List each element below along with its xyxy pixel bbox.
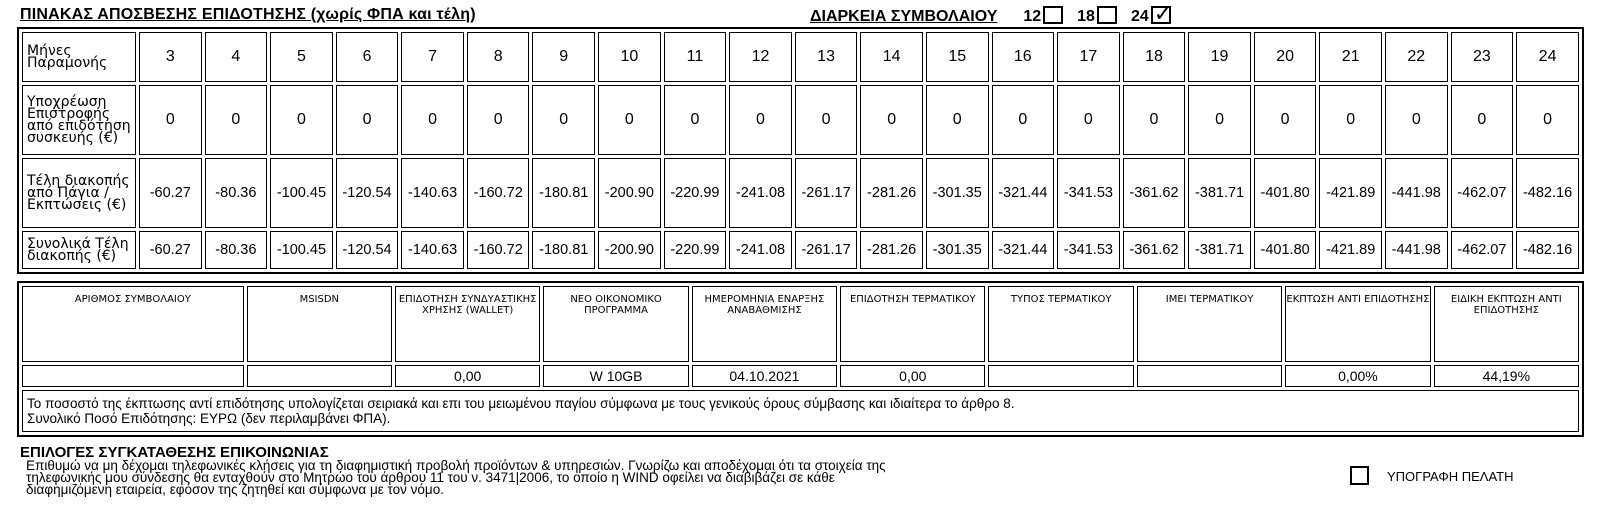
consent-title: ΕΠΙΛΟΓΕΣ ΣΥΓΚΑΤΑΘΕΣΗΣ ΕΠΙΚΟΙΝΩΝΙΑΣ (20, 444, 329, 461)
table-cell: -220.99 (664, 231, 727, 269)
table-cell: -261.17 (795, 231, 858, 269)
duration-checkbox-12[interactable] (1043, 6, 1063, 24)
table-cell: 0 (401, 85, 464, 155)
customer-signature[interactable] (1350, 466, 1513, 487)
duration-checkbox-24[interactable] (1151, 6, 1171, 24)
table-cell: -100.45 (270, 231, 333, 269)
table-cell: 0 (467, 85, 530, 155)
table-cell: -281.26 (860, 231, 923, 269)
table-cell: 12 (729, 32, 792, 82)
duration-option-18[interactable] (1077, 6, 1125, 26)
table-cell: -401.80 (1254, 231, 1317, 269)
page-title: ΠΙΝΑΚΑΣ ΑΠΟΣΒΕΣΗΣ ΕΠΙΔΟΤΗΣΗΣ (χωρίς ΦΠΑ και τέλη) (20, 6, 476, 23)
table-cell: -341.53 (1057, 158, 1120, 228)
termination-fees-row (22, 158, 1579, 228)
table-cell: -120.54 (336, 231, 399, 269)
column-header: ΕΠΙΔΟΤΗΣΗ ΣΥΝΔΥΑΣΤΙΚΗΣ ΧΡΗΣΗΣ (WALLET) (395, 286, 540, 362)
table-cell: -421.89 (1319, 231, 1382, 269)
contract-value-cell: 0,00% (1285, 365, 1430, 387)
table-cell: -381.71 (1188, 158, 1251, 228)
table-cell: -261.17 (795, 158, 858, 228)
contract-value-cell (22, 365, 244, 387)
table-cell: -441.98 (1385, 158, 1448, 228)
column-header: MSISDN (247, 286, 392, 362)
signature-checkbox[interactable] (1350, 466, 1369, 485)
table-cell: -120.54 (336, 158, 399, 228)
table-cell: 0 (1516, 85, 1579, 155)
table-cell: -140.63 (401, 158, 464, 228)
duration-option-24[interactable] (1131, 6, 1179, 26)
table-cell: 0 (205, 85, 268, 155)
table-cell: -200.90 (598, 231, 661, 269)
table-cell: -160.72 (467, 231, 530, 269)
table-cell: 21 (1319, 32, 1382, 82)
table-cell: -200.90 (598, 158, 661, 228)
contract-details-table (17, 281, 1584, 437)
table-cell: 7 (401, 32, 464, 82)
duration-option-label: 24 (1130, 8, 1149, 25)
table-cell: -180.81 (532, 231, 595, 269)
table-cell: 14 (860, 32, 923, 82)
total-fees-row (22, 231, 1579, 269)
table-cell: 23 (1451, 32, 1514, 82)
table-cell: 10 (598, 32, 661, 82)
table-cell: -220.99 (664, 158, 727, 228)
table-cell: 0 (598, 85, 661, 155)
table-cell: 0 (270, 85, 333, 155)
table-cell: 4 (205, 32, 268, 82)
table-cell: 8 (467, 32, 530, 82)
table-cell: -401.80 (1254, 158, 1317, 228)
column-header: ΑΡΙΘΜΟΣ ΣΥΜΒΟΛΑΙΟΥ (22, 286, 244, 362)
row-header: Υποχρέωση Επιστροφής από επιδότηση συσκευής (€) (22, 85, 136, 155)
signature-label: ΥΠΟΓΡΑΦΗ ΠΕΛΑΤΗ (1387, 469, 1514, 484)
table-cell: 0 (1451, 85, 1514, 155)
months-row (22, 32, 1579, 82)
table-cell: 0 (1057, 85, 1120, 155)
table-cell: -140.63 (401, 231, 464, 269)
contract-value-cell: 0,00 (395, 365, 540, 387)
table-cell: 20 (1254, 32, 1317, 82)
duration-label: ΔΙΑΡΚΕΙΑ ΣΥΜΒΟΛΑΙΟΥ (810, 8, 998, 25)
column-header: ΕΠΙΔΟΤΗΣΗ ΤΕΡΜΑΤΙΚΟΥ (840, 286, 985, 362)
table-cell: -241.08 (729, 158, 792, 228)
row-header: Μήνες Παραμονής (22, 32, 136, 82)
table-cell: -80.36 (205, 231, 268, 269)
contract-value-cell: 0,00 (840, 365, 985, 387)
table-cell: -462.07 (1451, 231, 1514, 269)
table-cell: 0 (1385, 85, 1448, 155)
table-cell: 11 (664, 32, 727, 82)
table-cell: -80.36 (205, 158, 268, 228)
consent-text-line-1: Επιθυμώ να μη δέχομαι τηλεφωνικές κλήσεις για τη διαφημιστική προβολή προϊόντων & υπηρεσιών. Γνωρίζω και αποδέχομαι ότι τα στοιχεία της (26, 458, 886, 473)
table-cell: 3 (139, 32, 202, 82)
column-header: ΤΥΠΟΣ ΤΕΡΜΑΤΙΚΟΥ (988, 286, 1133, 362)
table-cell: -441.98 (1385, 231, 1448, 269)
row-header: Τέλη διακοπής από Πάγια / Εκπτώσεις (€) (22, 158, 136, 228)
table-cell: -60.27 (139, 158, 202, 228)
table-cell: -301.35 (926, 231, 989, 269)
consent-text-line-3: διαφημιζόμενη εταιρεία, εφόσον της ζητηθεί και σύμφωνα με τον νόμο. (26, 482, 444, 497)
table-cell: 0 (1319, 85, 1382, 155)
table-cell: 0 (664, 85, 727, 155)
table-cell: 0 (1188, 85, 1251, 155)
table-cell: 0 (992, 85, 1055, 155)
contract-value-cell: 04.10.2021 (692, 365, 837, 387)
table-cell: 22 (1385, 32, 1448, 82)
contract-value-cell (988, 365, 1133, 387)
column-header: IMEI ΤΕΡΜΑΤΙΚΟΥ (1137, 286, 1282, 362)
table-cell: -341.53 (1057, 231, 1120, 269)
duration-option-12[interactable] (1023, 6, 1071, 26)
amortization-table (17, 27, 1584, 274)
duration-option-label: 12 (1023, 8, 1042, 25)
table-cell: 0 (860, 85, 923, 155)
table-cell: -180.81 (532, 158, 595, 228)
table-cell: 9 (532, 32, 595, 82)
table-cell: 13 (795, 32, 858, 82)
table-cell: 17 (1057, 32, 1120, 82)
table-cell: -381.71 (1188, 231, 1251, 269)
table-cell: 0 (729, 85, 792, 155)
table-cell: -301.35 (926, 158, 989, 228)
table-cell: -241.08 (729, 231, 792, 269)
duration-option-label: 18 (1077, 8, 1095, 25)
table-cell: 19 (1188, 32, 1251, 82)
table-cell: 5 (270, 32, 333, 82)
table-cell: -421.89 (1319, 158, 1382, 228)
table-cell: 18 (1123, 32, 1186, 82)
table-cell: -361.62 (1123, 231, 1186, 269)
table-cell: 0 (926, 85, 989, 155)
table-cell: 0 (336, 85, 399, 155)
table-cell: -321.44 (992, 231, 1055, 269)
contract-value-cell: W 10GB (543, 365, 688, 387)
contract-value-cell: 44,19% (1434, 365, 1579, 387)
contract-value-cell (1137, 365, 1282, 387)
table-cell: 0 (139, 85, 202, 155)
table-cell: 0 (1123, 85, 1186, 155)
column-header: ΕΚΠΤΩΣΗ ΑΝΤΙ ΕΠΙΔΟΤΗΣΗΣ (1285, 286, 1430, 362)
column-header: ΝΕΟ ΟΙΚΟΝΟΜΙΚΟ ΠΡΟΓΡΑΜΜΑ (543, 286, 688, 362)
table-cell: 0 (532, 85, 595, 155)
table-cell: 15 (926, 32, 989, 82)
device-refund-row (22, 85, 1579, 155)
discount-note (22, 390, 1579, 432)
table-cell: -160.72 (467, 158, 530, 228)
table-cell: -462.07 (1451, 158, 1514, 228)
table-cell: -361.62 (1123, 158, 1186, 228)
column-header: ΕΙΔΙΚΗ ΕΚΠΤΩΣΗ ΑΝΤΙ ΕΠΙΔΟΤΗΣΗΣ (1434, 286, 1579, 362)
table-cell: -281.26 (860, 158, 923, 228)
duration-checkbox-18[interactable] (1097, 6, 1117, 24)
table-cell: 0 (1254, 85, 1317, 155)
discount-note-line-1: Το ποσοστό της έκπτωσης αντί επιδότησης υπολογίζεται σειριακά και επι του μειωμένου παγίου σύμφωνα με τους γενικούς όρους σύμβασης και ιδιαίτερα το άρθρο 8. (27, 396, 1015, 411)
table-cell: 24 (1516, 32, 1579, 82)
table-cell: 6 (336, 32, 399, 82)
table-cell: -482.16 (1516, 158, 1579, 228)
table-cell: -321.44 (992, 158, 1055, 228)
table-cell: 0 (795, 85, 858, 155)
column-header: ΗΜΕΡΟΜΗΝΙΑ ΕΝΑΡΞΗΣ ΑΝΑΒΑΘΜΙΣΗΣ (692, 286, 837, 362)
discount-note-line-2: Συνολικό Ποσό Επιδότησης: ΕΥΡΩ (δεν περιλαμβάνει ΦΠΑ). (27, 411, 391, 426)
table-cell: -60.27 (139, 231, 202, 269)
consent-text (26, 460, 1086, 496)
contract-duration (810, 6, 1185, 26)
row-header: Συνολικά Τέλη διακοπής (€) (22, 231, 136, 269)
table-cell: 16 (992, 32, 1055, 82)
table-cell: -482.16 (1516, 231, 1579, 269)
contract-value-cell (247, 365, 392, 387)
table-cell: -100.45 (270, 158, 333, 228)
consent-text-line-2: τηλεφωνικής μου σύνδεσης θα ενταχθούν στο Μητρώο του άρθρου 11 του ν. 3471|2006, το οποίο η WIND οφείλει να διαβιβάζει σε κάθε (26, 470, 835, 485)
